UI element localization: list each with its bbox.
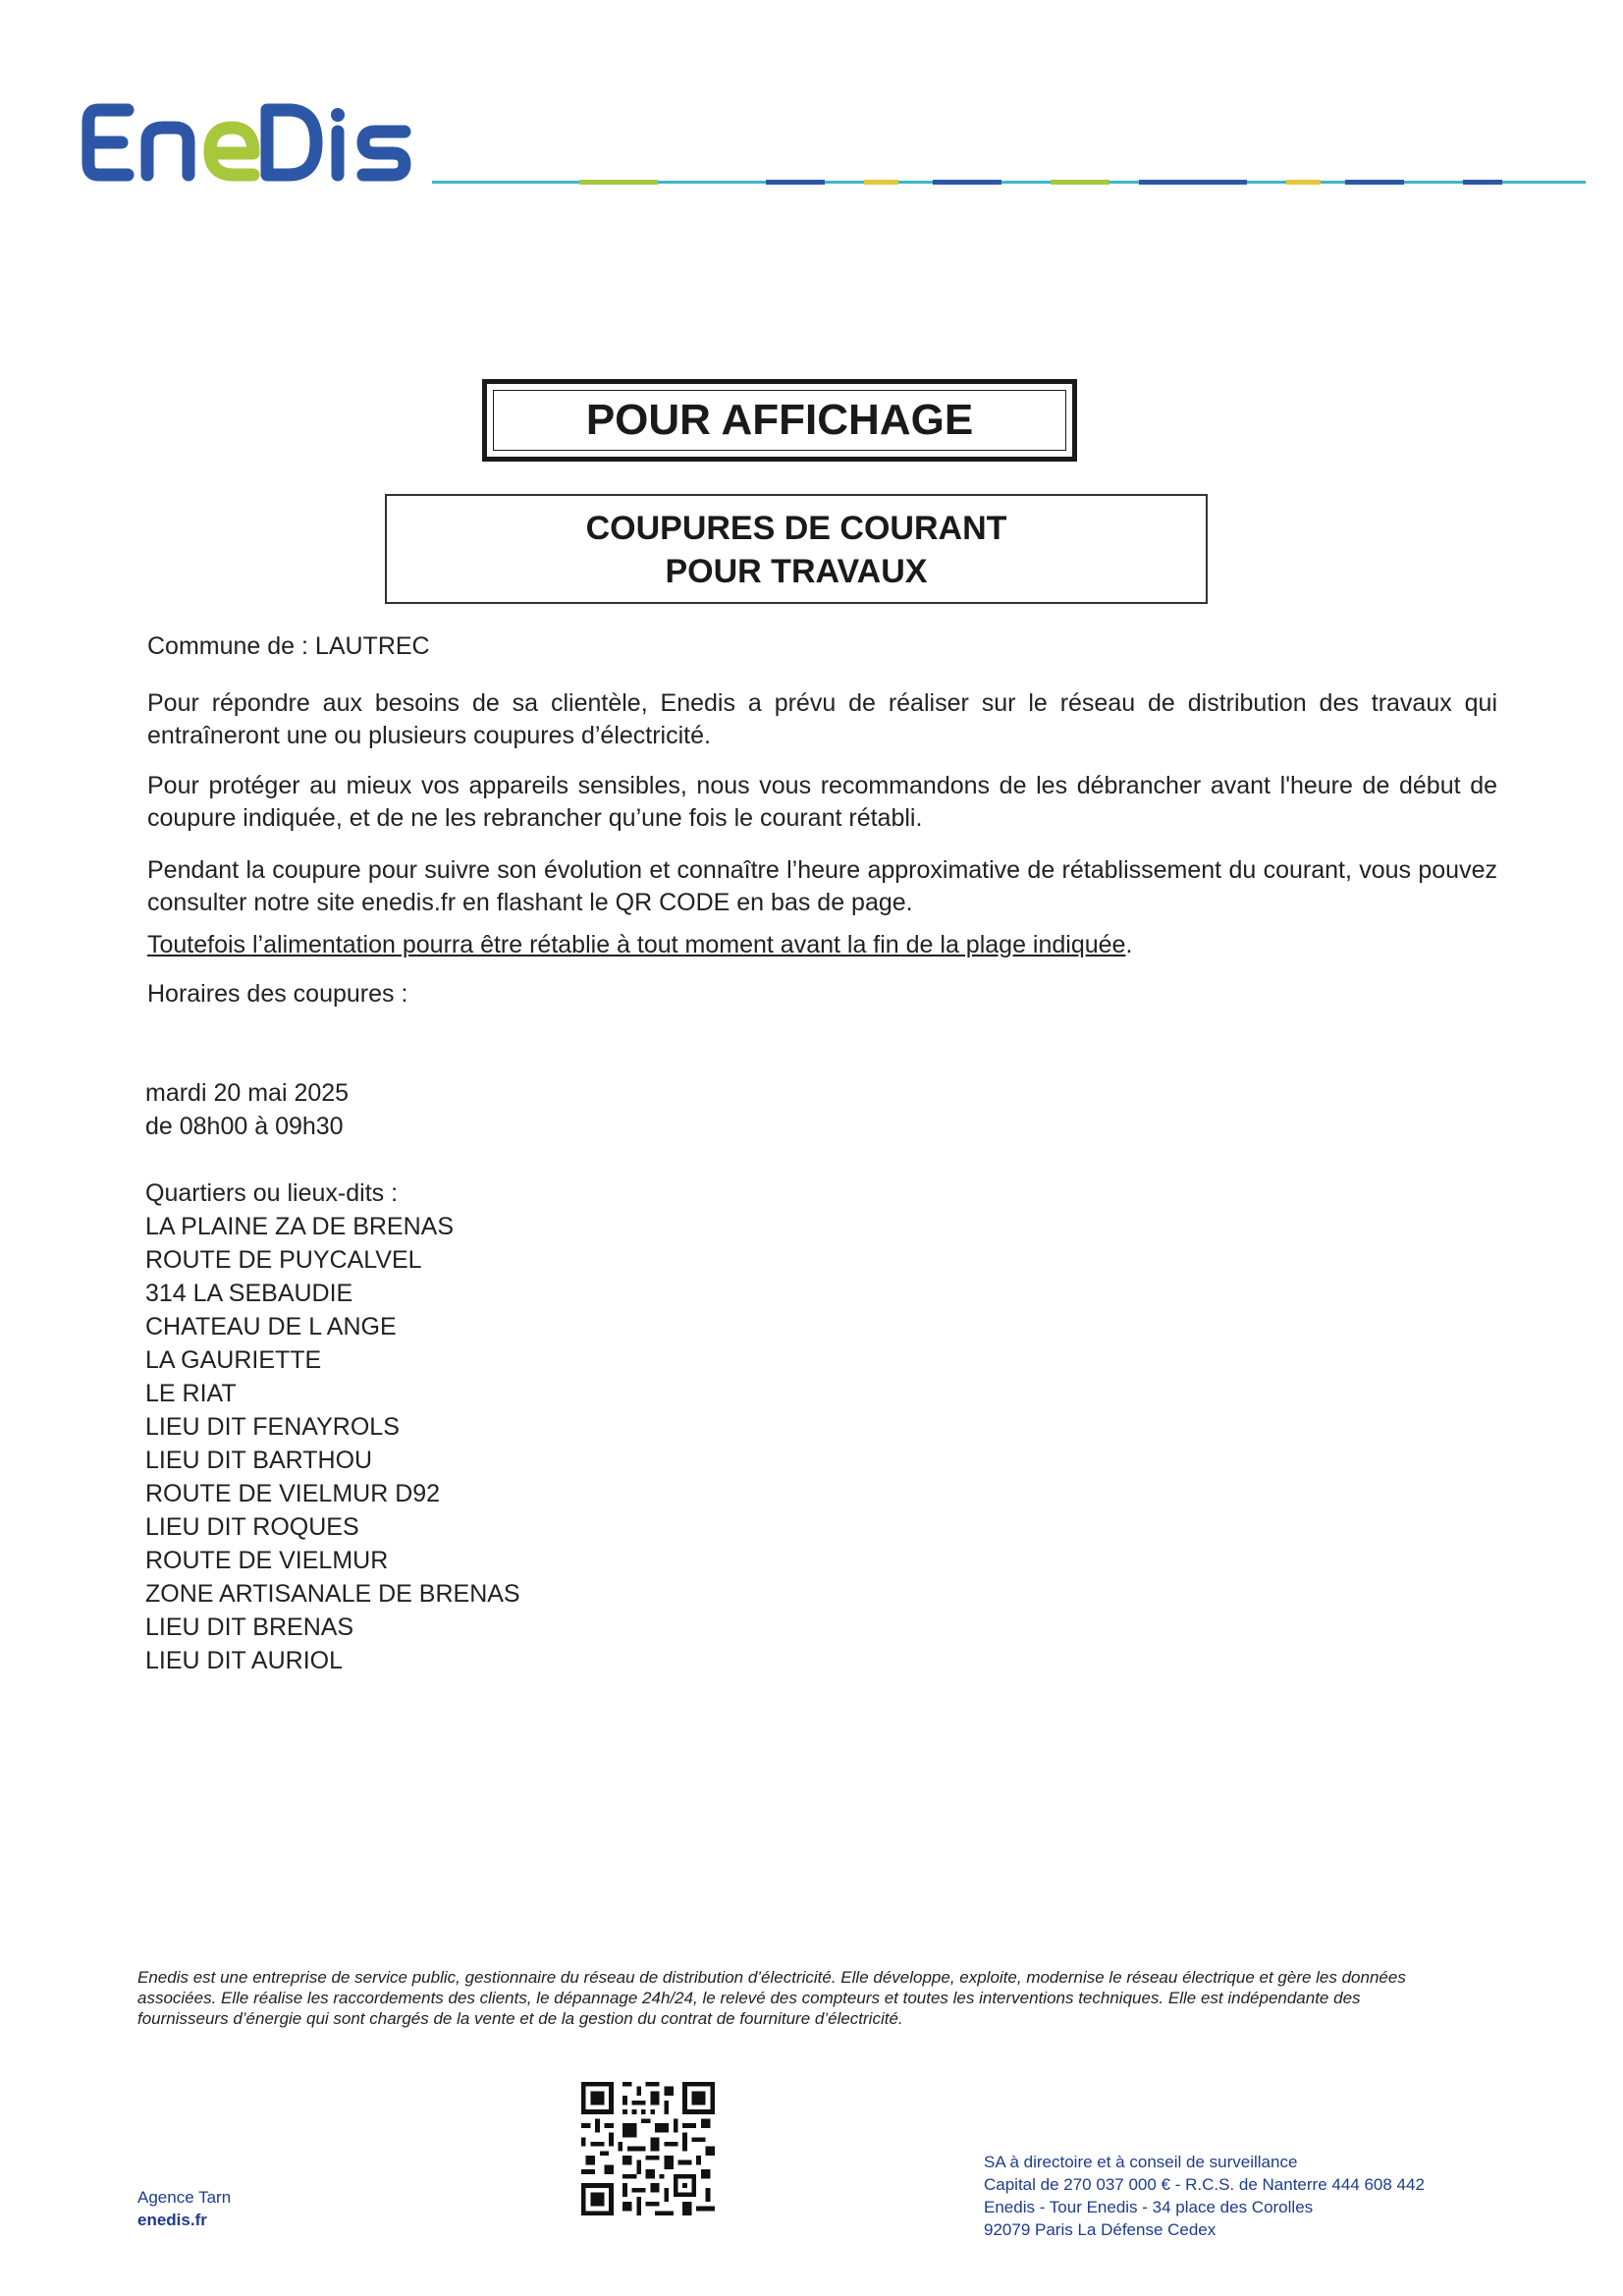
legal-notice: Enedis est une entreprise de service public, gestionnaire du réseau de distribution d’électricité. Elle développe, exploite, modernise le réseau électrique et gère les données associées. Elle réalise les raccordements des clients, le dépannage 24h/24, le relevé des compteurs et toutes les interventions techniques. Elle est indépendante des fournisseurs d’énergie qui sont chargés de la vente et de la gestion du contrat de fourniture d’électricité. xyxy=(137,1968,1406,2028)
list-item: LIEU DIT AURIOL xyxy=(145,1647,343,1674)
list-item: LA PLAINE ZA DE BRENAS xyxy=(145,1213,455,1240)
company-line-3: Enedis - Tour Enedis - 34 place des Corolles xyxy=(984,2198,1314,2216)
enedis-logo xyxy=(81,98,424,187)
list-item: LIEU DIT BARTHOU xyxy=(145,1447,373,1474)
list-item: 314 LA SEBAUDIE xyxy=(145,1280,353,1307)
agency-name: Agence Tarn xyxy=(137,2188,232,2207)
list-item: ZONE ARTISANALE DE BRENAS xyxy=(145,1580,520,1608)
notice-label: POUR AFFICHAGE xyxy=(585,396,974,444)
outage-time: de 08h00 à 09h30 xyxy=(145,1113,344,1140)
outage-date: mardi 20 mai 2025 xyxy=(145,1079,350,1107)
list-item: ROUTE DE PUYCALVEL xyxy=(145,1246,422,1274)
commune-line: Commune de : LAUTREC xyxy=(147,632,430,660)
company-line-1: SA à directoire et à conseil de surveillance xyxy=(984,2153,1298,2171)
title-line-2: POUR TRAVAUX xyxy=(665,553,928,590)
places-list xyxy=(145,1176,520,1677)
website-link[interactable]: enedis.fr xyxy=(137,2211,207,2229)
schedule-heading: Horaires des coupures : xyxy=(147,980,408,1008)
list-item: ROUTE DE VIELMUR D92 xyxy=(145,1480,441,1507)
restore-notice-text: Toutefois l’alimentation pourra être rétablie à tout moment avant la fin de la plage indiquée xyxy=(147,931,1126,958)
list-item: CHATEAU DE L ANGE xyxy=(145,1313,397,1340)
list-item: LIEU DIT ROQUES xyxy=(145,1513,359,1541)
qr-code-icon[interactable] xyxy=(581,2082,715,2215)
company-line-2: Capital de 270 037 000 € - R.C.S. de Nanterre 444 608 442 xyxy=(984,2175,1425,2194)
list-item: LIEU DIT FENAYROLS xyxy=(145,1413,400,1441)
paragraph-1: Pour répondre aux besoins de sa clientèle, Enedis a prévu de réaliser sur le réseau de distribution des travaux qui entraîneront une ou plusieurs coupures d’électricité. xyxy=(147,689,1497,749)
places-heading: Quartiers ou lieux-dits : xyxy=(145,1179,399,1207)
notice-label-box xyxy=(482,379,1077,462)
restore-notice xyxy=(147,929,1497,961)
title-line-1: COUPURES DE COURANT xyxy=(585,510,1007,547)
paragraph-3: Pendant la coupure pour suivre son évolution et connaître l’heure approximative de rétablissement du courant, vous pouvez consulter notre site enedis.fr en flashant le QR CODE en bas de page. xyxy=(147,856,1497,916)
brand-rule xyxy=(432,177,1586,189)
list-item: LA GAURIETTE xyxy=(145,1346,322,1374)
list-item: ROUTE DE VIELMUR xyxy=(145,1547,389,1574)
agency-block xyxy=(137,2186,231,2231)
list-item: LIEU DIT BRENAS xyxy=(145,1613,354,1641)
paragraph-2: Pour protéger au mieux vos appareils sensibles, nous vous recommandons de les débrancher avant l'heure de début de coupure indiquée, et de ne les rebrancher qu’une fois le courant rétabli. xyxy=(147,772,1497,832)
company-info xyxy=(984,2151,1425,2241)
restore-notice-period: . xyxy=(1125,931,1133,958)
list-item: LE RIAT xyxy=(145,1380,237,1407)
company-line-4: 92079 Paris La Défense Cedex xyxy=(984,2220,1217,2239)
schedule xyxy=(145,1076,349,1143)
title-box xyxy=(385,494,1208,604)
